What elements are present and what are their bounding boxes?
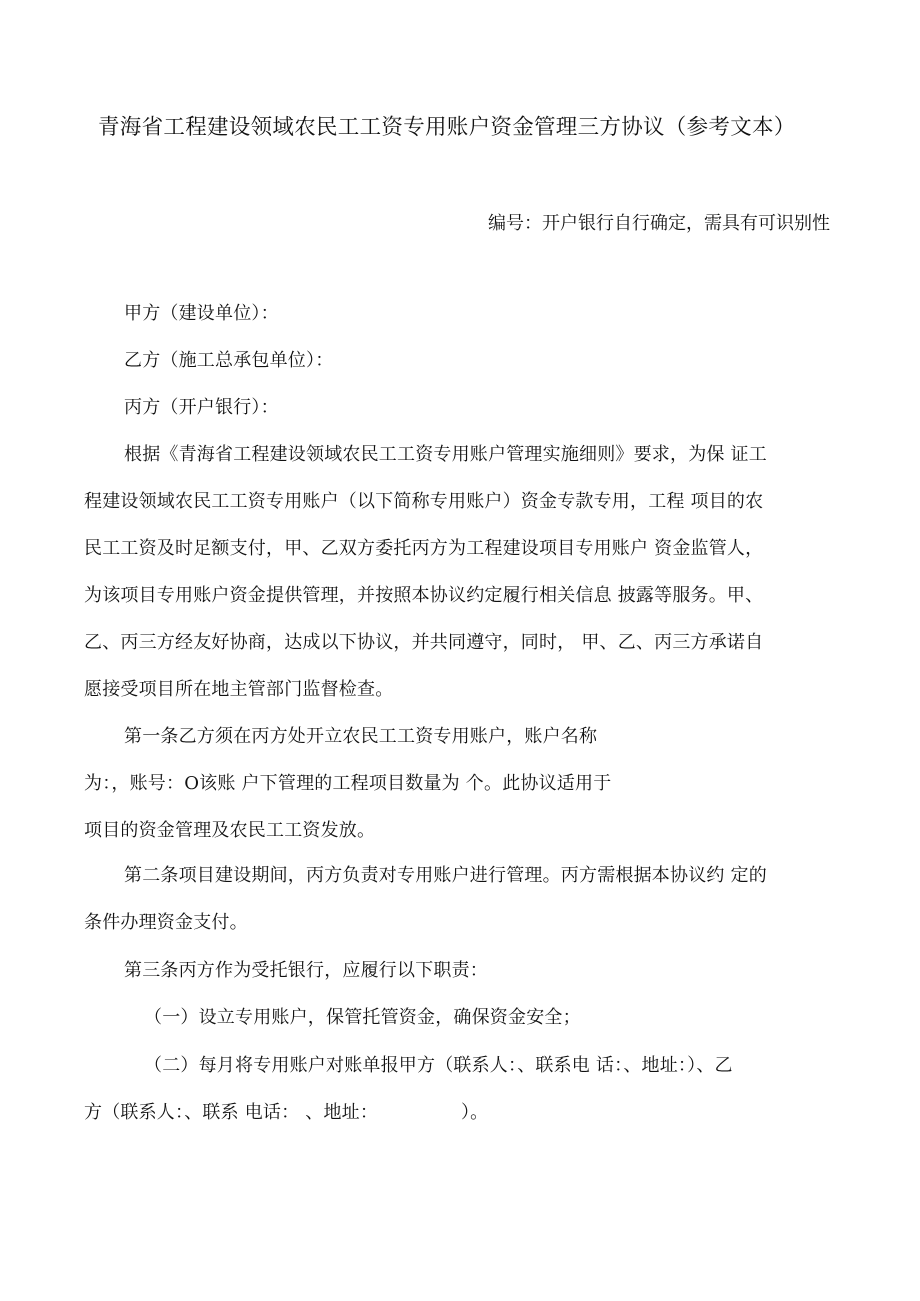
- party-c-line: 丙方（开户银行）：: [124, 397, 279, 418]
- document-title: 青海省工程建设领域农民工工资专用账户资金管理三方协议（参考文本）: [98, 115, 796, 140]
- party-b-line: 乙方（施工总承包单位）：: [124, 350, 334, 371]
- article3-item-1: （一）设立专用账户，保管托管资金，确保资金安全；: [144, 1007, 581, 1028]
- preamble-line: 程建设领域农民工工资专用账户（以下简称专用账户）资金专款专用，工程 项目的农: [84, 491, 764, 512]
- preamble-line: 为该项目专用账户资金提供管理，并按照本协议约定履行相关信息 披露等服务。甲、: [84, 585, 764, 606]
- preamble-line: 乙、丙三方经友好协商，达成以下协议，并共同遵守，同时， 甲、乙、丙三方承诺自: [84, 632, 764, 653]
- article1-line: 第一条乙方须在丙方处开立农民工工资专用账户，账户名称: [124, 726, 598, 747]
- article1-line: 项目的资金管理及农民工工资发放。: [84, 820, 376, 841]
- article2-line: 第二条项目建设期间，丙方负责对专用账户进行管理。丙方需根据本协议约 定的: [124, 865, 767, 886]
- preamble-line: 根据《青海省工程建设领域农民工工资专用账户管理实施细则》要求，为保 证工: [124, 444, 767, 465]
- article3-item-2-line: 方（联系人：、联系 电话： 、地址： ）。: [84, 1102, 489, 1123]
- article2-line: 条件办理资金支付。: [84, 912, 248, 933]
- document-number-label: 编号：开户银行自行确定，需具有可识别性: [488, 213, 830, 234]
- article3-title: 第三条丙方作为受托银行，应履行以下职责：: [124, 960, 488, 981]
- article1-line: 为：，账号：O该账 户下管理的工程项目数量为 个。此协议适用于: [84, 773, 612, 794]
- article3-item-2-line: （二）每月将专用账户对账单报甲方（联系人：、联系电 话：、地址：）、乙: [144, 1055, 733, 1076]
- preamble-line: 民工工资及时足额支付，甲、乙双方委托丙方为工程建设项目专用账户 资金监管人，: [84, 538, 764, 559]
- preamble-line: 愿接受项目所在地主管部门监督检查。: [84, 679, 394, 700]
- party-a-line: 甲方（建设单位）：: [124, 303, 279, 324]
